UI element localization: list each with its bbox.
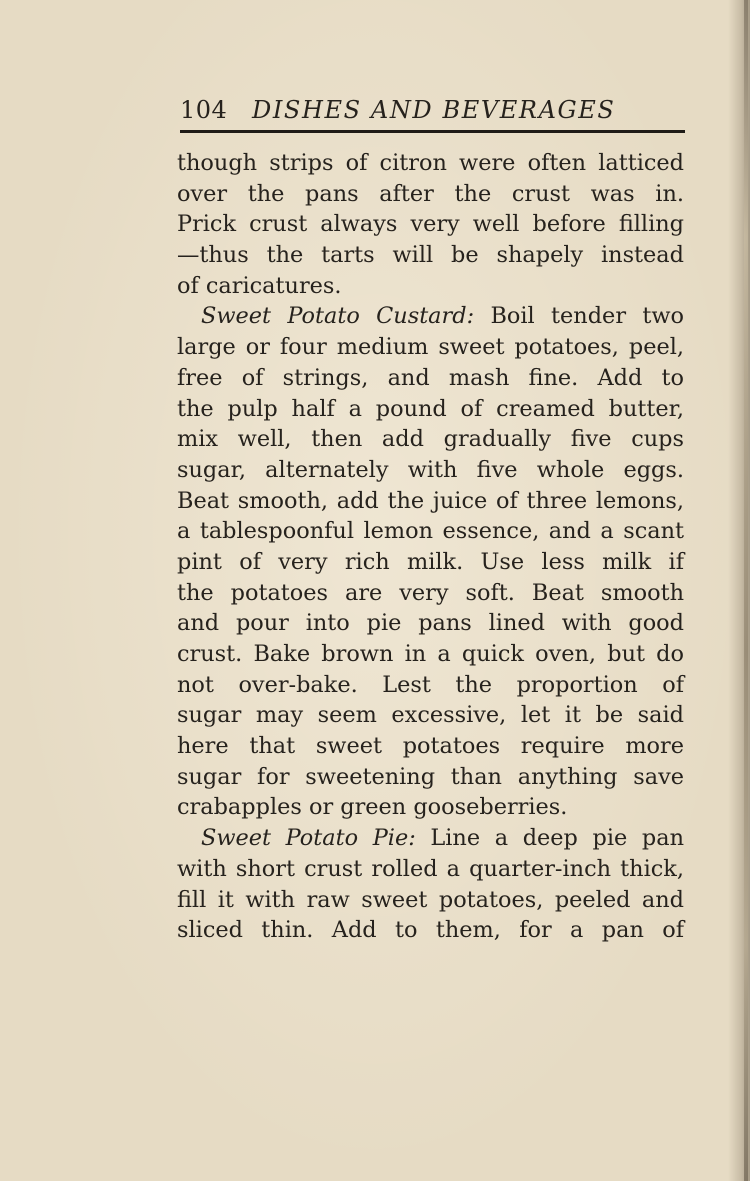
text-line: free of strings, and mash fine. Add to	[177, 364, 684, 391]
text-line: crust. Bake brown in a quick oven, but do	[177, 641, 684, 667]
recipe-heading: Sweet Potato Custard:	[201, 303, 475, 330]
text-line: over the pans after the crust was in.	[177, 180, 684, 207]
text-line: pint of very rich milk. Use less milk if	[177, 548, 684, 575]
text-line: with short crust rolled a quarter-inch thick,	[177, 855, 684, 882]
text-line: mix well, then add gradually five cups	[177, 426, 684, 453]
text-line: sugar may seem excessive, let it be said	[177, 702, 684, 729]
page-edge	[744, 0, 748, 1181]
text-line: here that sweet potatoes require more	[177, 733, 684, 760]
text-line: a tablespoonful lemon essence, and a scant	[177, 518, 684, 545]
header-rule	[180, 130, 685, 133]
text-line: Sweet Potato Pie: Line a deep pie pan	[201, 825, 684, 852]
page-number: 104	[180, 96, 228, 124]
body-text	[177, 148, 684, 946]
text-line: Beat smooth, add the juice of three lemons,	[177, 487, 684, 514]
text-line: sugar for sweetening than anything save	[177, 763, 684, 790]
text-line: Prick crust always very well before filling	[177, 211, 684, 238]
text-line: large or four medium sweet potatoes, peel,	[177, 334, 684, 361]
text-line: —thus the tarts will be shapely instead	[177, 242, 684, 269]
text-line: crabapples or green gooseberries.	[177, 794, 568, 821]
running-title: DISHES AND BEVERAGES	[252, 96, 616, 124]
text-line: fill it with raw sweet potatoes, peeled and	[177, 886, 684, 913]
text-line: the potatoes are very soft. Beat smooth	[177, 579, 684, 606]
text-line: sliced thin. Add to them, for a pan of	[177, 917, 684, 944]
text-line: of caricatures.	[177, 272, 342, 299]
text-line: sugar, alternately with five whole eggs.	[177, 456, 684, 483]
text-line: the pulp half a pound of creamed butter,	[177, 395, 684, 422]
text-line: though strips of citron were often latticed	[177, 150, 684, 176]
page-header	[180, 95, 685, 125]
text-line: Sweet Potato Custard: Boil tender two	[201, 303, 684, 330]
text-line: not over-bake. Lest the proportion of	[177, 671, 684, 698]
recipe-heading: Sweet Potato Pie:	[201, 825, 416, 852]
text-line: and pour into pie pans lined with good	[177, 610, 684, 637]
